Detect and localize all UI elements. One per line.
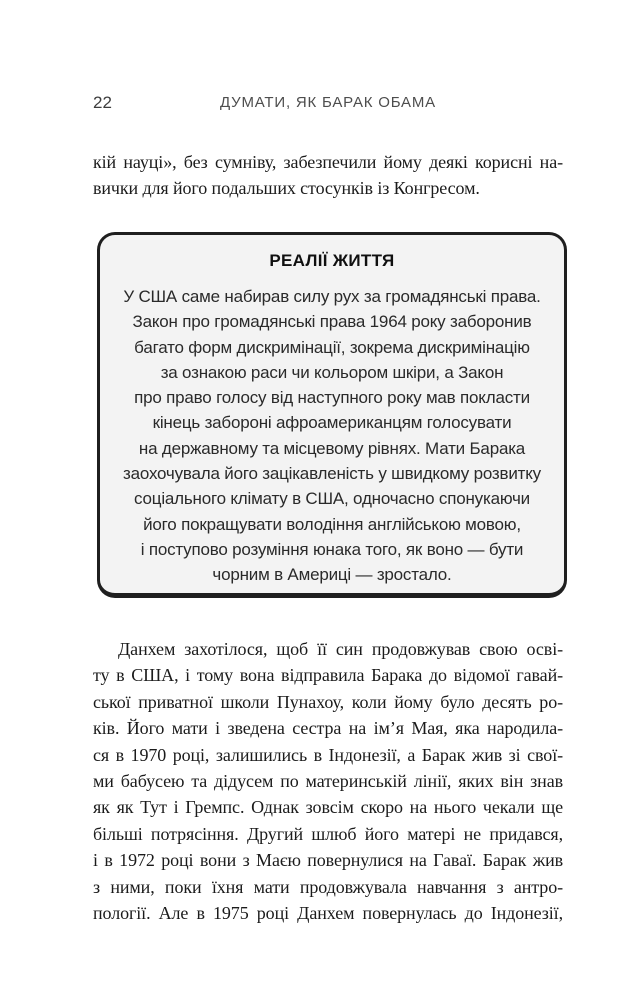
body-paragraph-continued: кій науці», без сумніву, забезпечили йому деякі корисні на- вички для його подальших стосунків із Конгресом.: [93, 152, 563, 199]
callout-title: РЕАЛІЇ ЖИТТЯ: [269, 251, 395, 270]
callout-box: [97, 232, 567, 598]
running-head: [93, 92, 563, 114]
body-paragraph-main: Данхем захотілося, щоб її син продовжував свою осві- ту в США, і тому вона відправила Барака до відомої гавай- ської приватної школи Пунахоу, коли йому було десять ро- ків. Його мати і зведена сестра на ім’я Мая, яка народила- ся в 1970 році, залишились в Індонезії, а Барак жив зі свої- ми бабусею та дідусем по материнській лінії, яких він знав як як Тут і Гремпс. Однак зовсім скоро на нього чекали ще більші потрясіння. Другий шлюб його матері не придався, і в 1972 році вони з Маєю повернулися на Гаваї. Барак жив з ними, поки їхня мати продовжувала навчання з антро- пології. Але в 1975 році Данхем повернулась до Індонезії,: [93, 639, 563, 924]
page-number: 22: [93, 93, 112, 112]
callout-body: У США саме набирав силу рух за громадянські права. Закон про громадянські права 1964 року заборонив багато форм дискримінації, зокрема дискримінацію за ознакою раси чи кольором шкіри, а Закон про право голосу від наступного року мав покласти кінець забороні афроамериканцям голосувати на державному та місцевому рівнях. Мати Барака заохочувала його зацікавленість у швидкому розвитку соціального клімату в США, одночасно спонукаючи його покращувати володіння англійською мовою, і поступово розуміння юнака того, як воно — бути чорним в Америці — зростало.: [123, 287, 541, 585]
running-head-title: ДУМАТИ, ЯК БАРАК ОБАМА: [220, 94, 436, 111]
